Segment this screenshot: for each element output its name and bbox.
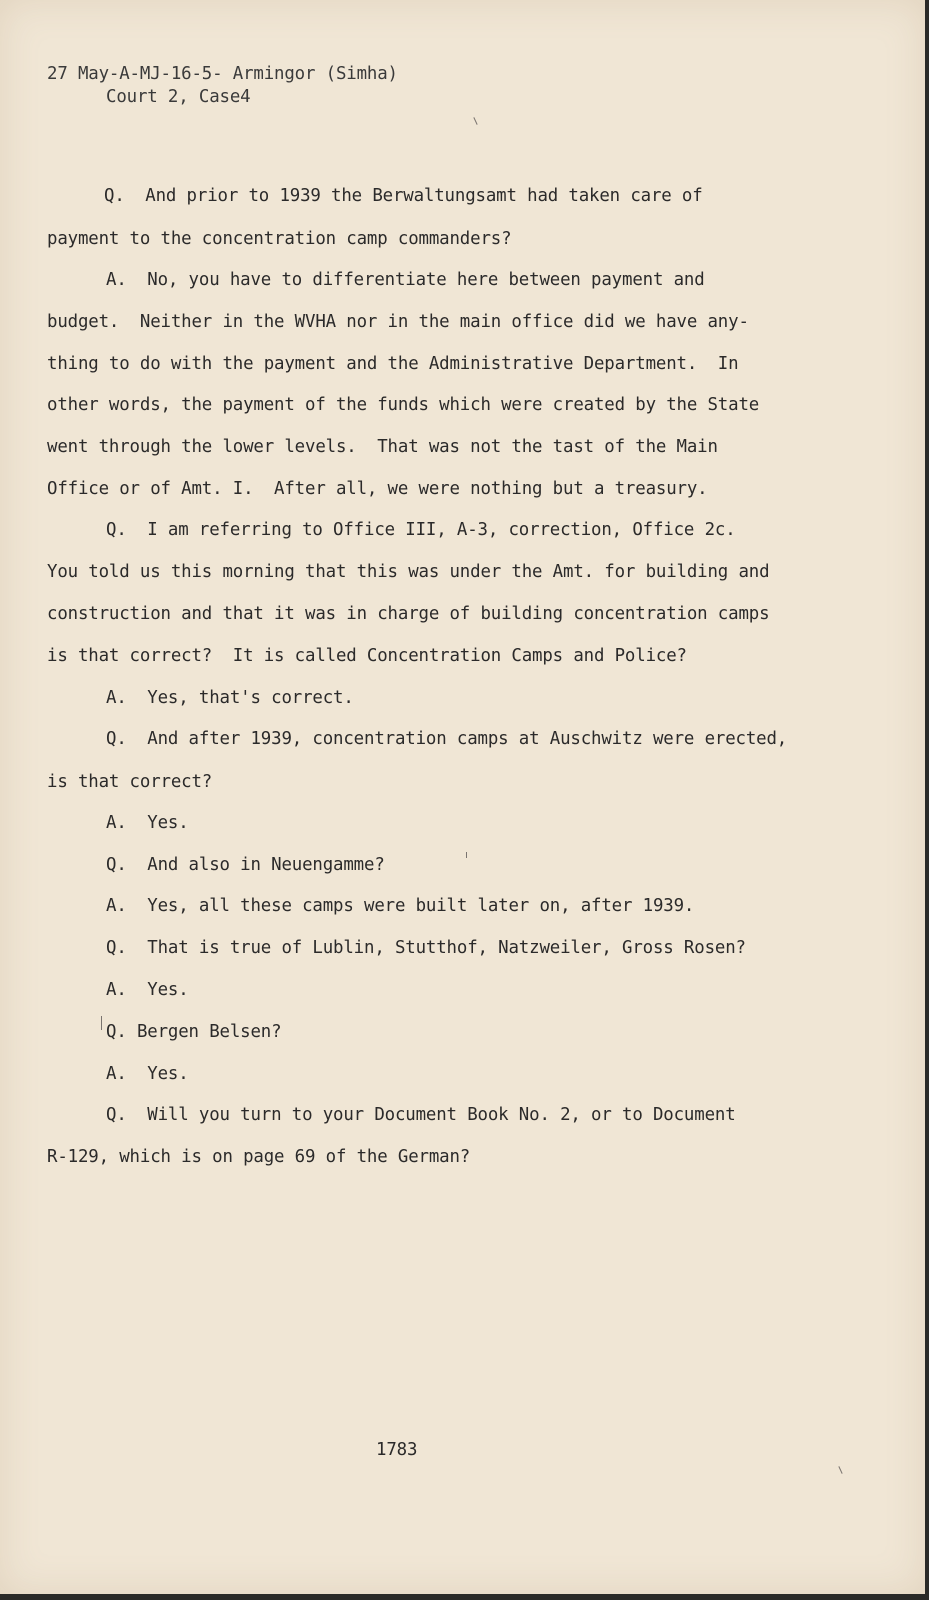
transcript-line: Q. And prior to 1939 the Berwaltungsamt had taken care of xyxy=(104,186,703,206)
transcript-line: went through the lower levels. That was not the tast of the Main xyxy=(47,437,718,457)
transcript-line: Q. I am referring to Office III, A-3, correction, Office 2c. xyxy=(106,520,736,540)
stray-ink-mark xyxy=(838,1466,842,1474)
transcript-line: budget. Neither in the WVHA nor in the main office did we have any- xyxy=(47,312,749,332)
transcript-line: Office or of Amt. I. After all, we were nothing but a treasury. xyxy=(47,479,708,499)
transcript-line: A. Yes, that's correct. xyxy=(106,688,354,708)
transcript-line: A. Yes. xyxy=(106,980,189,1000)
transcript-line: A. No, you have to differentiate here between payment and xyxy=(106,270,705,290)
stray-ink-mark xyxy=(466,852,467,858)
transcript-line: is that correct? It is called Concentration Camps and Police? xyxy=(47,646,687,666)
transcript-line: is that correct? xyxy=(47,772,213,792)
transcript-line: A. Yes. xyxy=(106,813,189,833)
header-line-1: 27 May-A-MJ-16-5- Armingor (Simha) xyxy=(47,64,398,84)
transcript-line: construction and that it was in charge of building concentration camps xyxy=(47,604,770,624)
transcript-line: You told us this morning that this was under the Amt. for building and xyxy=(47,562,770,582)
transcript-line: A. Yes, all these camps were built later on, after 1939. xyxy=(106,896,695,916)
stray-ink-mark xyxy=(101,1016,102,1030)
transcript-line: Q. Bergen Belsen? xyxy=(106,1022,282,1042)
transcript-line: Q. That is true of Lublin, Stutthof, Natzweiler, Gross Rosen? xyxy=(106,938,746,958)
transcript-line: thing to do with the payment and the Administrative Department. In xyxy=(47,354,739,374)
transcript-line: payment to the concentration camp commanders? xyxy=(47,229,512,249)
stray-ink-mark xyxy=(473,117,477,125)
transcript-line: A. Yes. xyxy=(106,1064,189,1084)
transcript-line: Q. And also in Neuengamme? xyxy=(106,855,385,875)
transcript-line: R-129, which is on page 69 of the German? xyxy=(47,1147,471,1167)
page-number: 1783 xyxy=(376,1440,418,1460)
transcript-line: Q. And after 1939, concentration camps at Auschwitz were erected, xyxy=(106,729,788,749)
header-line-2: Court 2, Case4 xyxy=(106,87,251,107)
transcript-line: other words, the payment of the funds which were created by the State xyxy=(47,395,760,415)
transcript-line: Q. Will you turn to your Document Book No. 2, or to Document xyxy=(106,1105,736,1125)
